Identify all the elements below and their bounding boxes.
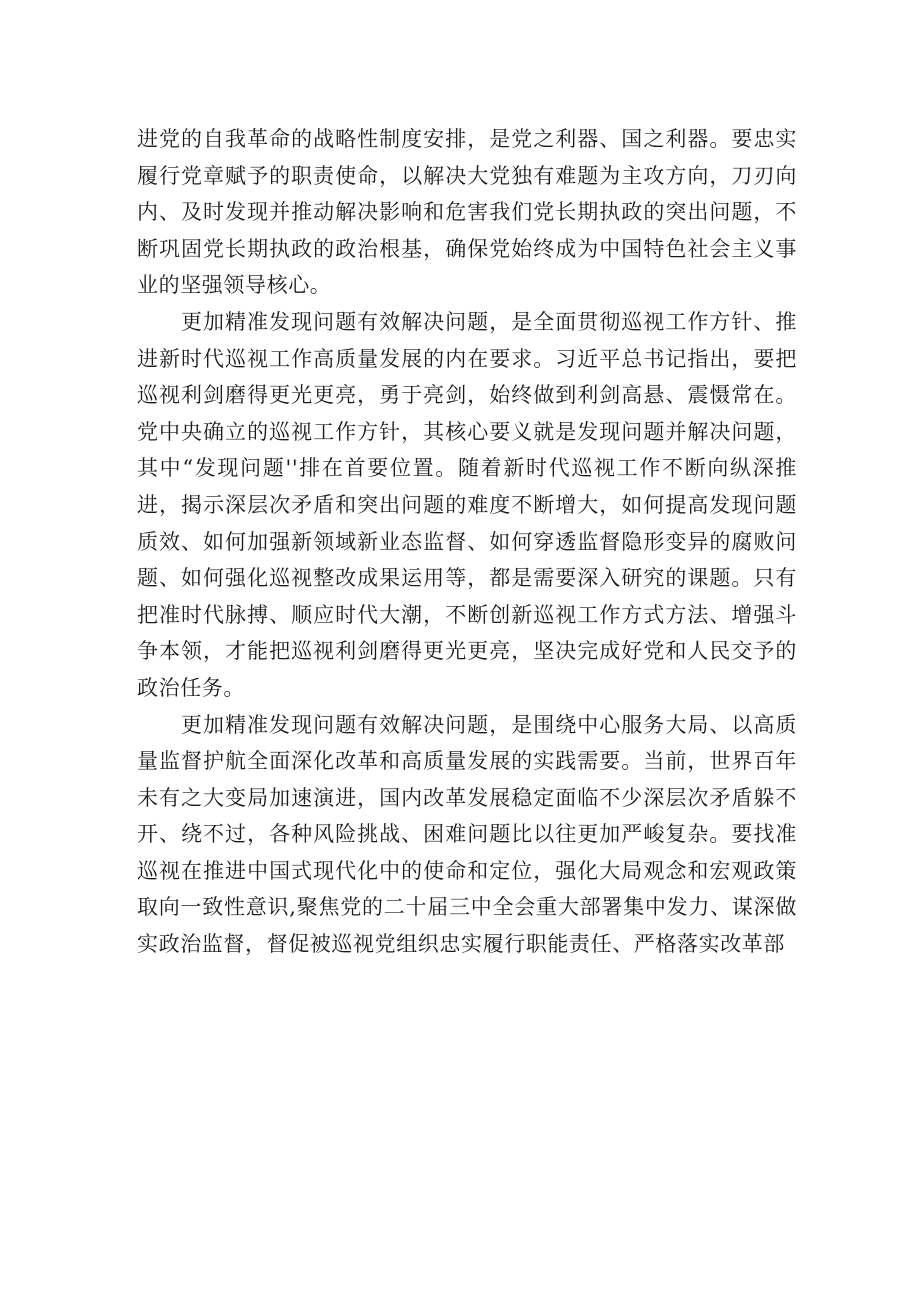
paragraph-1: 进党的自我革命的战略性制度安排，是党之利器、国之利器。要忠实履行党章赋予的职责使命，以解决大党独有难题为主攻方向，刀刃向内、及时发现并推动解决影响和危害我们党长期执政的突出问题，不断巩固党长期执政的政治根基，确保党始终成为中国特色社会主义事业的坚强领导核心。 [137, 127, 797, 298]
paragraph-2: 更加精准发现问题有效解决问题，是全面贯彻巡视工作方针、推进新时代巡视工作高质量发展的内在要求。习近平总书记指出，要把巡视利剑磨得更光更亮，勇于亮剑，始终做到利剑高悬、震慑常在。党中央确立的巡视工作方针，其核心要义就是发现问题并解决问题，其中“发现问题''排在首要位置。随着新时代巡视工作不断向纵深推进，揭示深层次矛盾和突出问题的难度不断增大，如何提高发现问题质效、如何加强新领域新业态监督、如何穿透监督隐形变异的腐败问题、如何强化巡视整改成果运用等，都是需要深入研究的课题。只有把准时代脉搏、顺应时代大潮，不断创新巡视工作方式方法、增强斗争本领，才能把巡视利剑磨得更光更亮，坚决完成好党和人民交予的政治任务。 [137, 309, 797, 700]
document-page [137, 121, 797, 963]
paragraph-3: 更加精准发现问题有效解决问题，是围绕中心服务大局、以高质量监督护航全面深化改革和高质量发展的实践需要。当前，世界百年未有之大变局加速演进，国内改革发展稳定面临不少深层次矛盾躲不开、绕不过，各种风险挑战、困难问题比以往更加严峻复杂。要找准巡视在推进中国式现代化中的使命和定位，强化大局观念和宏观政策取向一致性意识,聚焦党的二十届三中全会重大部署集中发力、谋深做实政治监督，督促被巡视党组织忠实履行职能责任、严格落实改革部 [137, 712, 797, 957]
